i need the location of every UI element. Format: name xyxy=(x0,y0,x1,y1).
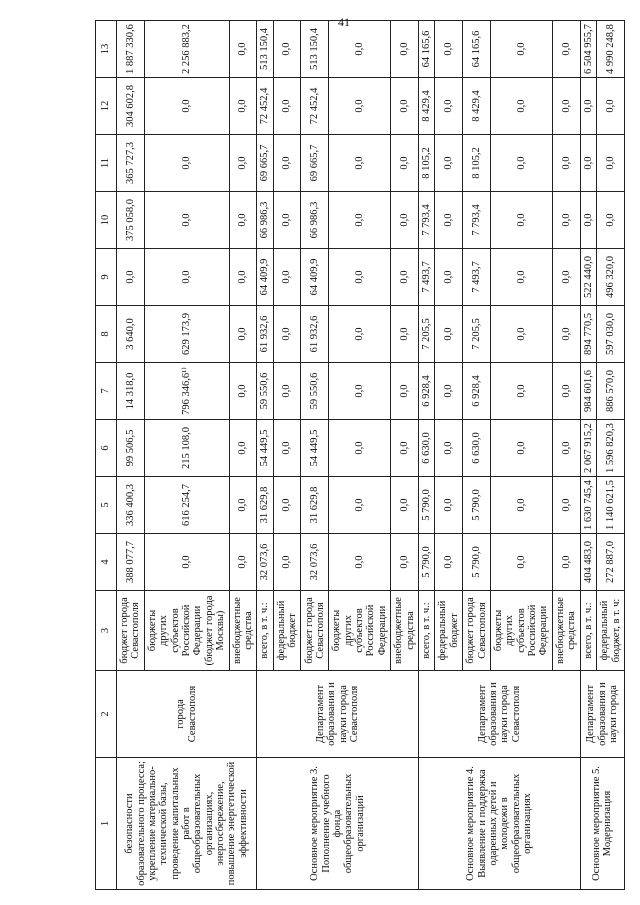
amount-cell: 0,0 xyxy=(552,249,580,306)
amount-cell: 0,0 xyxy=(229,420,257,477)
amount-cell: 0,0 xyxy=(552,78,580,135)
column-number: 13 xyxy=(96,21,117,78)
column-number: 4 xyxy=(96,534,117,591)
amount-cell: 0,0 xyxy=(552,420,580,477)
amount-cell: 6 630,0 xyxy=(418,420,434,477)
amount-cell: 0,0 xyxy=(490,78,552,135)
amount-cell: 0,0 xyxy=(552,534,580,591)
amount-cell: 0,0 xyxy=(552,135,580,192)
amount-cell: 597 030,0 xyxy=(597,306,625,363)
funding-source: внебюджетные средства xyxy=(391,591,419,671)
amount-cell: 2 067 915,2 xyxy=(580,420,596,477)
amount-cell: 5 790,0 xyxy=(418,534,434,591)
amount-cell: 215 108,0 xyxy=(144,420,229,477)
amount-cell: 0,0 xyxy=(435,135,463,192)
rotated-table-container xyxy=(95,20,625,890)
column-number: 2 xyxy=(96,671,117,758)
amount-cell: 0,0 xyxy=(329,534,391,591)
amount-cell: 59 550,6 xyxy=(257,363,273,420)
amount-cell: 0,0 xyxy=(329,363,391,420)
executor: Департамент образования и науки города Севастополя xyxy=(418,671,580,758)
amount-cell: 1 140 621,5 xyxy=(597,477,625,534)
amount-cell: 0,0 xyxy=(273,306,301,363)
amount-cell: 0,0 xyxy=(490,363,552,420)
amount-cell: 0,0 xyxy=(273,534,301,591)
amount-cell: 0,0 xyxy=(552,363,580,420)
amount-cell: 0,0 xyxy=(552,306,580,363)
amount-cell: 66 986,3 xyxy=(301,192,329,249)
amount-cell: 0,0 xyxy=(435,78,463,135)
amount-cell: 0,0 xyxy=(597,192,625,249)
amount-cell: 0,0 xyxy=(329,78,391,135)
amount-cell: 522 440,0 xyxy=(580,249,596,306)
amount-cell: 0,0 xyxy=(144,192,229,249)
amount-cell: 32 073,6 xyxy=(257,534,273,591)
table-row xyxy=(257,21,273,890)
measure-name: Основное мероприятие 3. Пополнение учебного фонда общеобразовательных организаций xyxy=(257,758,419,890)
amount-cell: 0,0 xyxy=(552,21,580,78)
amount-cell: 3 640,0 xyxy=(117,306,145,363)
measure-name: Основное мероприятие 4. Выявление и поддержка одаренных детей и молодежи в общеобразовательных организациях xyxy=(418,758,580,890)
amount-cell: 0,0 xyxy=(391,249,419,306)
amount-cell: 2 256 883,2 xyxy=(144,21,229,78)
amount-cell: 304 602,8 xyxy=(117,78,145,135)
column-number: 9 xyxy=(96,249,117,306)
amount-cell: 8 105,2 xyxy=(418,135,434,192)
amount-cell: 0,0 xyxy=(229,135,257,192)
amount-cell: 0,0 xyxy=(229,363,257,420)
amount-cell: 272 887,0 xyxy=(597,534,625,591)
column-number: 11 xyxy=(96,135,117,192)
amount-cell: 69 665,7 xyxy=(301,135,329,192)
funding-source: бюджет города Севастополя xyxy=(463,591,491,671)
measure-name: безопасности образовательного процесса; укрепление материально-технической базы, проведение капитальных работ в общеобразовательных организациях, энергосбережение, повышение энергетической эффективности xyxy=(117,758,257,890)
executor: города Севастополя xyxy=(117,671,257,758)
amount-cell: 0,0 xyxy=(391,135,419,192)
amount-cell: 0,0 xyxy=(435,534,463,591)
amount-cell: 0,0 xyxy=(552,477,580,534)
amount-cell: 0,0 xyxy=(273,78,301,135)
amount-cell: 0,0 xyxy=(391,363,419,420)
amount-cell: 69 665,7 xyxy=(257,135,273,192)
amount-cell: 0,0 xyxy=(273,21,301,78)
funding-source: федеральный бюджет xyxy=(273,591,301,671)
amount-cell: 31 629,8 xyxy=(257,477,273,534)
amount-cell: 0,0 xyxy=(597,135,625,192)
amount-cell: 0,0 xyxy=(435,363,463,420)
amount-cell: 14 318,0 xyxy=(117,363,145,420)
funding-source: бюджет города Севастополя xyxy=(117,591,145,671)
amount-cell: 7 793,4 xyxy=(463,192,491,249)
amount-cell: 0,0 xyxy=(329,21,391,78)
amount-cell: 0,0 xyxy=(144,249,229,306)
amount-cell: 0,0 xyxy=(490,477,552,534)
amount-cell: 513 150,4 xyxy=(257,21,273,78)
amount-cell: 7 493,7 xyxy=(463,249,491,306)
amount-cell: 0,0 xyxy=(273,135,301,192)
amount-cell: 0,0 xyxy=(329,306,391,363)
amount-cell: 0,0 xyxy=(490,534,552,591)
amount-cell: 61 932,6 xyxy=(257,306,273,363)
column-number: 3 xyxy=(96,591,117,671)
column-number-row xyxy=(96,21,117,890)
amount-cell: 388 077,7 xyxy=(117,534,145,591)
column-number: 12 xyxy=(96,78,117,135)
amount-cell: 0,0 xyxy=(490,420,552,477)
table-row xyxy=(117,21,145,890)
amount-cell: 0,0 xyxy=(273,477,301,534)
amount-cell: 629 173,9 xyxy=(144,306,229,363)
amount-cell: 64 409,9 xyxy=(257,249,273,306)
amount-cell: 0,0 xyxy=(391,477,419,534)
amount-cell: 0,0 xyxy=(229,306,257,363)
amount-cell: 0,0 xyxy=(144,78,229,135)
page-number: 41 xyxy=(338,15,350,29)
amount-cell: 0,0 xyxy=(144,534,229,591)
amount-cell: 0,0 xyxy=(273,363,301,420)
amount-cell: 7 205,5 xyxy=(418,306,434,363)
amount-cell: 0,0 xyxy=(329,420,391,477)
amount-cell: 0,0 xyxy=(580,192,596,249)
amount-cell: 0,0 xyxy=(435,477,463,534)
amount-cell: 0,0 xyxy=(597,78,625,135)
funding-source: бюджет города Севастополя xyxy=(301,591,329,671)
amount-cell: 0,0 xyxy=(273,249,301,306)
amount-cell: 0,0 xyxy=(391,306,419,363)
funding-source: бюджеты других субъектов Российской Федерации xyxy=(329,591,391,671)
amount-cell: 64 165,6 xyxy=(418,21,434,78)
amount-cell: 5 790,0 xyxy=(463,477,491,534)
amount-cell: 0,0 xyxy=(229,21,257,78)
amount-cell: 0,0 xyxy=(329,477,391,534)
amount-cell: 894 770,5 xyxy=(580,306,596,363)
funding-source: всего, в т. ч.: xyxy=(257,591,273,671)
amount-cell: 0,0 xyxy=(391,21,419,78)
amount-cell: 7 793,4 xyxy=(418,192,434,249)
amount-cell: 0,0 xyxy=(229,192,257,249)
amount-cell: 8 429,4 xyxy=(418,78,434,135)
amount-cell: 7 493,7 xyxy=(418,249,434,306)
amount-cell: 61 932,6 xyxy=(301,306,329,363)
column-number: 8 xyxy=(96,306,117,363)
amount-cell: 31 629,8 xyxy=(301,477,329,534)
amount-cell: 0,0 xyxy=(229,78,257,135)
amount-cell: 0,0 xyxy=(391,420,419,477)
amount-cell: 8 429,4 xyxy=(463,78,491,135)
executor: Департамент образования и науки города xyxy=(580,671,624,758)
amount-cell: 0,0 xyxy=(144,135,229,192)
amount-cell: 0,0 xyxy=(580,78,596,135)
amount-cell: 0,0 xyxy=(229,477,257,534)
amount-cell: 0,0 xyxy=(490,21,552,78)
amount-cell: 6 928,4 xyxy=(418,363,434,420)
amount-cell: 513 150,4 xyxy=(301,21,329,78)
amount-cell: 375 058,0 xyxy=(117,192,145,249)
amount-cell: 6 504 955,7 xyxy=(580,21,596,78)
amount-cell: 8 105,2 xyxy=(463,135,491,192)
amount-cell: 0,0 xyxy=(490,192,552,249)
amount-cell: 0,0 xyxy=(435,306,463,363)
column-number: 7 xyxy=(96,363,117,420)
funding-source: бюджеты других субъектов Российской Федерации xyxy=(490,591,552,671)
funding-source: федеральный бюджет xyxy=(435,591,463,671)
amount-cell: 0,0 xyxy=(229,534,257,591)
amount-cell: 0,0 xyxy=(580,135,596,192)
funding-source: федеральный бюджет, в т. ч: xyxy=(597,591,625,671)
amount-cell: 0,0 xyxy=(329,249,391,306)
executor: Департамент образования и науки города Севастополя xyxy=(257,671,419,758)
amount-cell: 0,0 xyxy=(391,192,419,249)
amount-cell: 0,0 xyxy=(490,306,552,363)
amount-cell: 0,0 xyxy=(329,135,391,192)
amount-cell: 72 452,4 xyxy=(301,78,329,135)
amount-cell: 59 550,6 xyxy=(301,363,329,420)
amount-cell: 0,0 xyxy=(117,249,145,306)
column-number: 1 xyxy=(96,758,117,890)
amount-cell: 1 596 820,3 xyxy=(597,420,625,477)
column-number: 10 xyxy=(96,192,117,249)
amount-cell: 66 986,3 xyxy=(257,192,273,249)
amount-cell: 0,0 xyxy=(435,21,463,78)
measure-name: Основное мероприятие 5. Модернизация xyxy=(580,758,624,890)
funding-source: внебюджетные средства xyxy=(552,591,580,671)
amount-cell: 72 452,4 xyxy=(257,78,273,135)
table-row xyxy=(580,21,596,890)
budget-table xyxy=(95,20,625,890)
amount-cell: 0,0 xyxy=(490,249,552,306)
amount-cell: 0,0 xyxy=(435,249,463,306)
amount-cell: 0,0 xyxy=(273,420,301,477)
amount-cell: 0,0 xyxy=(329,192,391,249)
funding-source: всего, в т. ч.: xyxy=(418,591,434,671)
amount-cell: 64 409,9 xyxy=(301,249,329,306)
amount-cell: 0,0 xyxy=(229,249,257,306)
amount-cell: 336 400,3 xyxy=(117,477,145,534)
amount-cell: 4 990 248,8 xyxy=(597,21,625,78)
amount-cell: 0,0 xyxy=(435,420,463,477)
amount-cell: 5 790,0 xyxy=(418,477,434,534)
amount-cell: 32 073,6 xyxy=(301,534,329,591)
amount-cell: 6 630,0 xyxy=(463,420,491,477)
column-number: 6 xyxy=(96,420,117,477)
funding-source: бюджеты других субъектов Российской Федерации (бюджет города Москвы) xyxy=(144,591,229,671)
amount-cell: 99 506,5 xyxy=(117,420,145,477)
amount-cell: 0,0 xyxy=(490,135,552,192)
amount-cell: 0,0 xyxy=(273,192,301,249)
amount-cell: 54 449,5 xyxy=(301,420,329,477)
amount-cell: 64 165,6 xyxy=(463,21,491,78)
amount-cell: 0,0 xyxy=(435,192,463,249)
amount-cell: 7 205,5 xyxy=(463,306,491,363)
amount-cell: 404 483,0 xyxy=(580,534,596,591)
amount-cell: 6 928,4 xyxy=(463,363,491,420)
amount-cell: 886 570,0 xyxy=(597,363,625,420)
amount-cell: 616 254,7 xyxy=(144,477,229,534)
column-number: 5 xyxy=(96,477,117,534)
amount-cell: 54 449,5 xyxy=(257,420,273,477)
table-row xyxy=(418,21,434,890)
amount-cell: 496 320,0 xyxy=(597,249,625,306)
amount-cell: 0,0 xyxy=(391,534,419,591)
funding-source: всего, в т. ч.: xyxy=(580,591,596,671)
amount-cell: 796 346,6¹⁾ xyxy=(144,363,229,420)
funding-source: внебюджетные средства xyxy=(229,591,257,671)
amount-cell: 5 790,0 xyxy=(463,534,491,591)
amount-cell: 1 630 745,4 xyxy=(580,477,596,534)
amount-cell: 0,0 xyxy=(552,192,580,249)
amount-cell: 0,0 xyxy=(391,78,419,135)
amount-cell: 984 601,6 xyxy=(580,363,596,420)
amount-cell: 365 727,3 xyxy=(117,135,145,192)
amount-cell: 1 887 330,6 xyxy=(117,21,145,78)
